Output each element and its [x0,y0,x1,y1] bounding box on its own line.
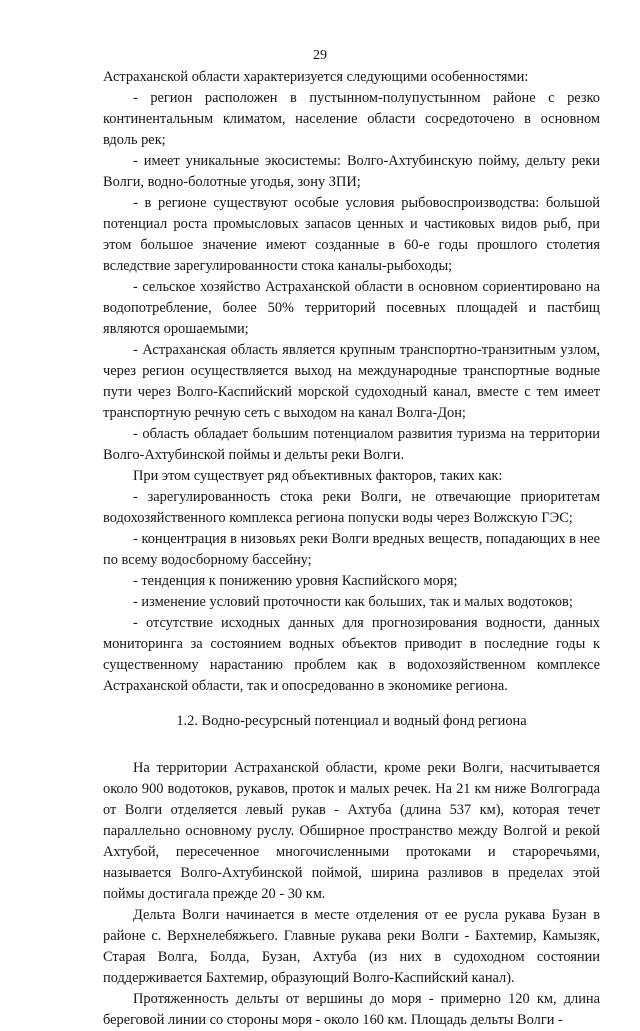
section-spacer-bottom [103,732,600,758]
delta-length-paragraph: Протяженность дельты от вершины до моря - примерно 120 км, длина береговой линии со стороны моря - около 160 км. Площадь дельты Волги - [103,991,600,1028]
page-number: 29 [313,48,327,63]
feature-paragraph-desert-region: - регион расположен в пустынном-полупустынном районе с резко континентальным климатом, население области сосредоточено в основном вдоль рек; [103,90,600,148]
feature-paragraph-tourism: - область обладает большим потенциалом развития туризма на территории Волго-Ахтубинской поймы и дельты реки Волги. [103,426,600,463]
factor-paragraph-pollution: - концентрация в низовьях реки Волги вредных веществ, попадающих в нее по всему водосборному бассейну; [103,531,600,568]
document-body [103,67,600,1031]
delta-paragraph: Дельта Волги начинается в месте отделения от ее русла рукава Бузан в районе с. Верхнелебяжьего. Главные рукава реки Волги - Бахтемир, Камызяк, Старая Волга, Болда, Бузан, Ахтуба (из них в судоходном состоянии поддерживается Бахтемир, образующий Волго-Каспийский канал). [103,907,600,986]
feature-paragraph-fish-reproduction: - в регионе существуют особые условия рыбовоспроизводства: большой потенциал роста промысловых запасов ценных и частиковых видов рыб, при этом большое значение имеют созданные в 60-е годы прошлого столетия вследствие зарегулированности стока каналы-рыбоходы; [103,195,600,274]
section-spacer-top [103,697,600,711]
factor-paragraph-flow-conditions: - изменение условий проточности как больших, так и малых водотоков; [133,594,573,610]
feature-paragraph-agriculture: - сельское хозяйство Астраханской области в основном сориентировано на водопотребление, более 50% территорий посевных площадей и пастбищ являются орошаемыми; [103,279,600,337]
feature-paragraph-ecosystems: - имеет уникальные экосистемы: Волго-Ахтубинскую пойму, дельту реки Волги, водно-болотные угодья, зону ЗПИ; [103,153,600,190]
feature-paragraph-transport: - Астраханская область является крупным транспортно-транзитным узлом, через регион осуществляется выход на международные транспортные водные пути через Волго-Каспийский морской судоходный канал, вместе с тем имеет транспортную речную сеть с выходом на канал Волга-Дон; [103,342,600,421]
factor-paragraph-caspian-level: - тенденция к понижению уровня Каспийского моря; [133,573,458,589]
factor-paragraph-monitoring: - отсутствие исходных данных для прогнозирования водности, данных мониторинга за состоянием водных объектов приводит в последние годы к существенному нарастанию проблем как в водохозяйственном комплексе Астраханской области, так и опосредованно в экономике региона. [103,615,600,694]
factors-intro-paragraph: При этом существует ряд объективных факторов, таких как: [133,468,503,484]
intro-paragraph: Астраханской области характеризуется следующими особенностями: [103,69,529,85]
section-heading: 1.2. Водно-ресурсный потенциал и водный фонд региона [176,713,527,729]
water-bodies-paragraph: На территории Астраханской области, кроме реки Волги, насчитывается около 900 водотоков, рукавов, проток и малых речек. На 21 км ниже Волгограда от Волги отделяется левый рукав - Ахтуба (длина 537 км), которая течет параллельно основному руслу. Обширное пространство между Волгой и рекой Ахтубой, пересеченное многочисленными протоками и староречьями, называется Волго-Ахтубинской поймой, ширина разливов в пределах этой поймы достигала прежде 20 - 30 км. [103,760,600,902]
factor-paragraph-flow-regulation: - зарегулированность стока реки Волги, не отвечающие приоритетам водохозяйственного комплекса региона попуски воды через Волжскую ГЭС; [103,489,600,526]
